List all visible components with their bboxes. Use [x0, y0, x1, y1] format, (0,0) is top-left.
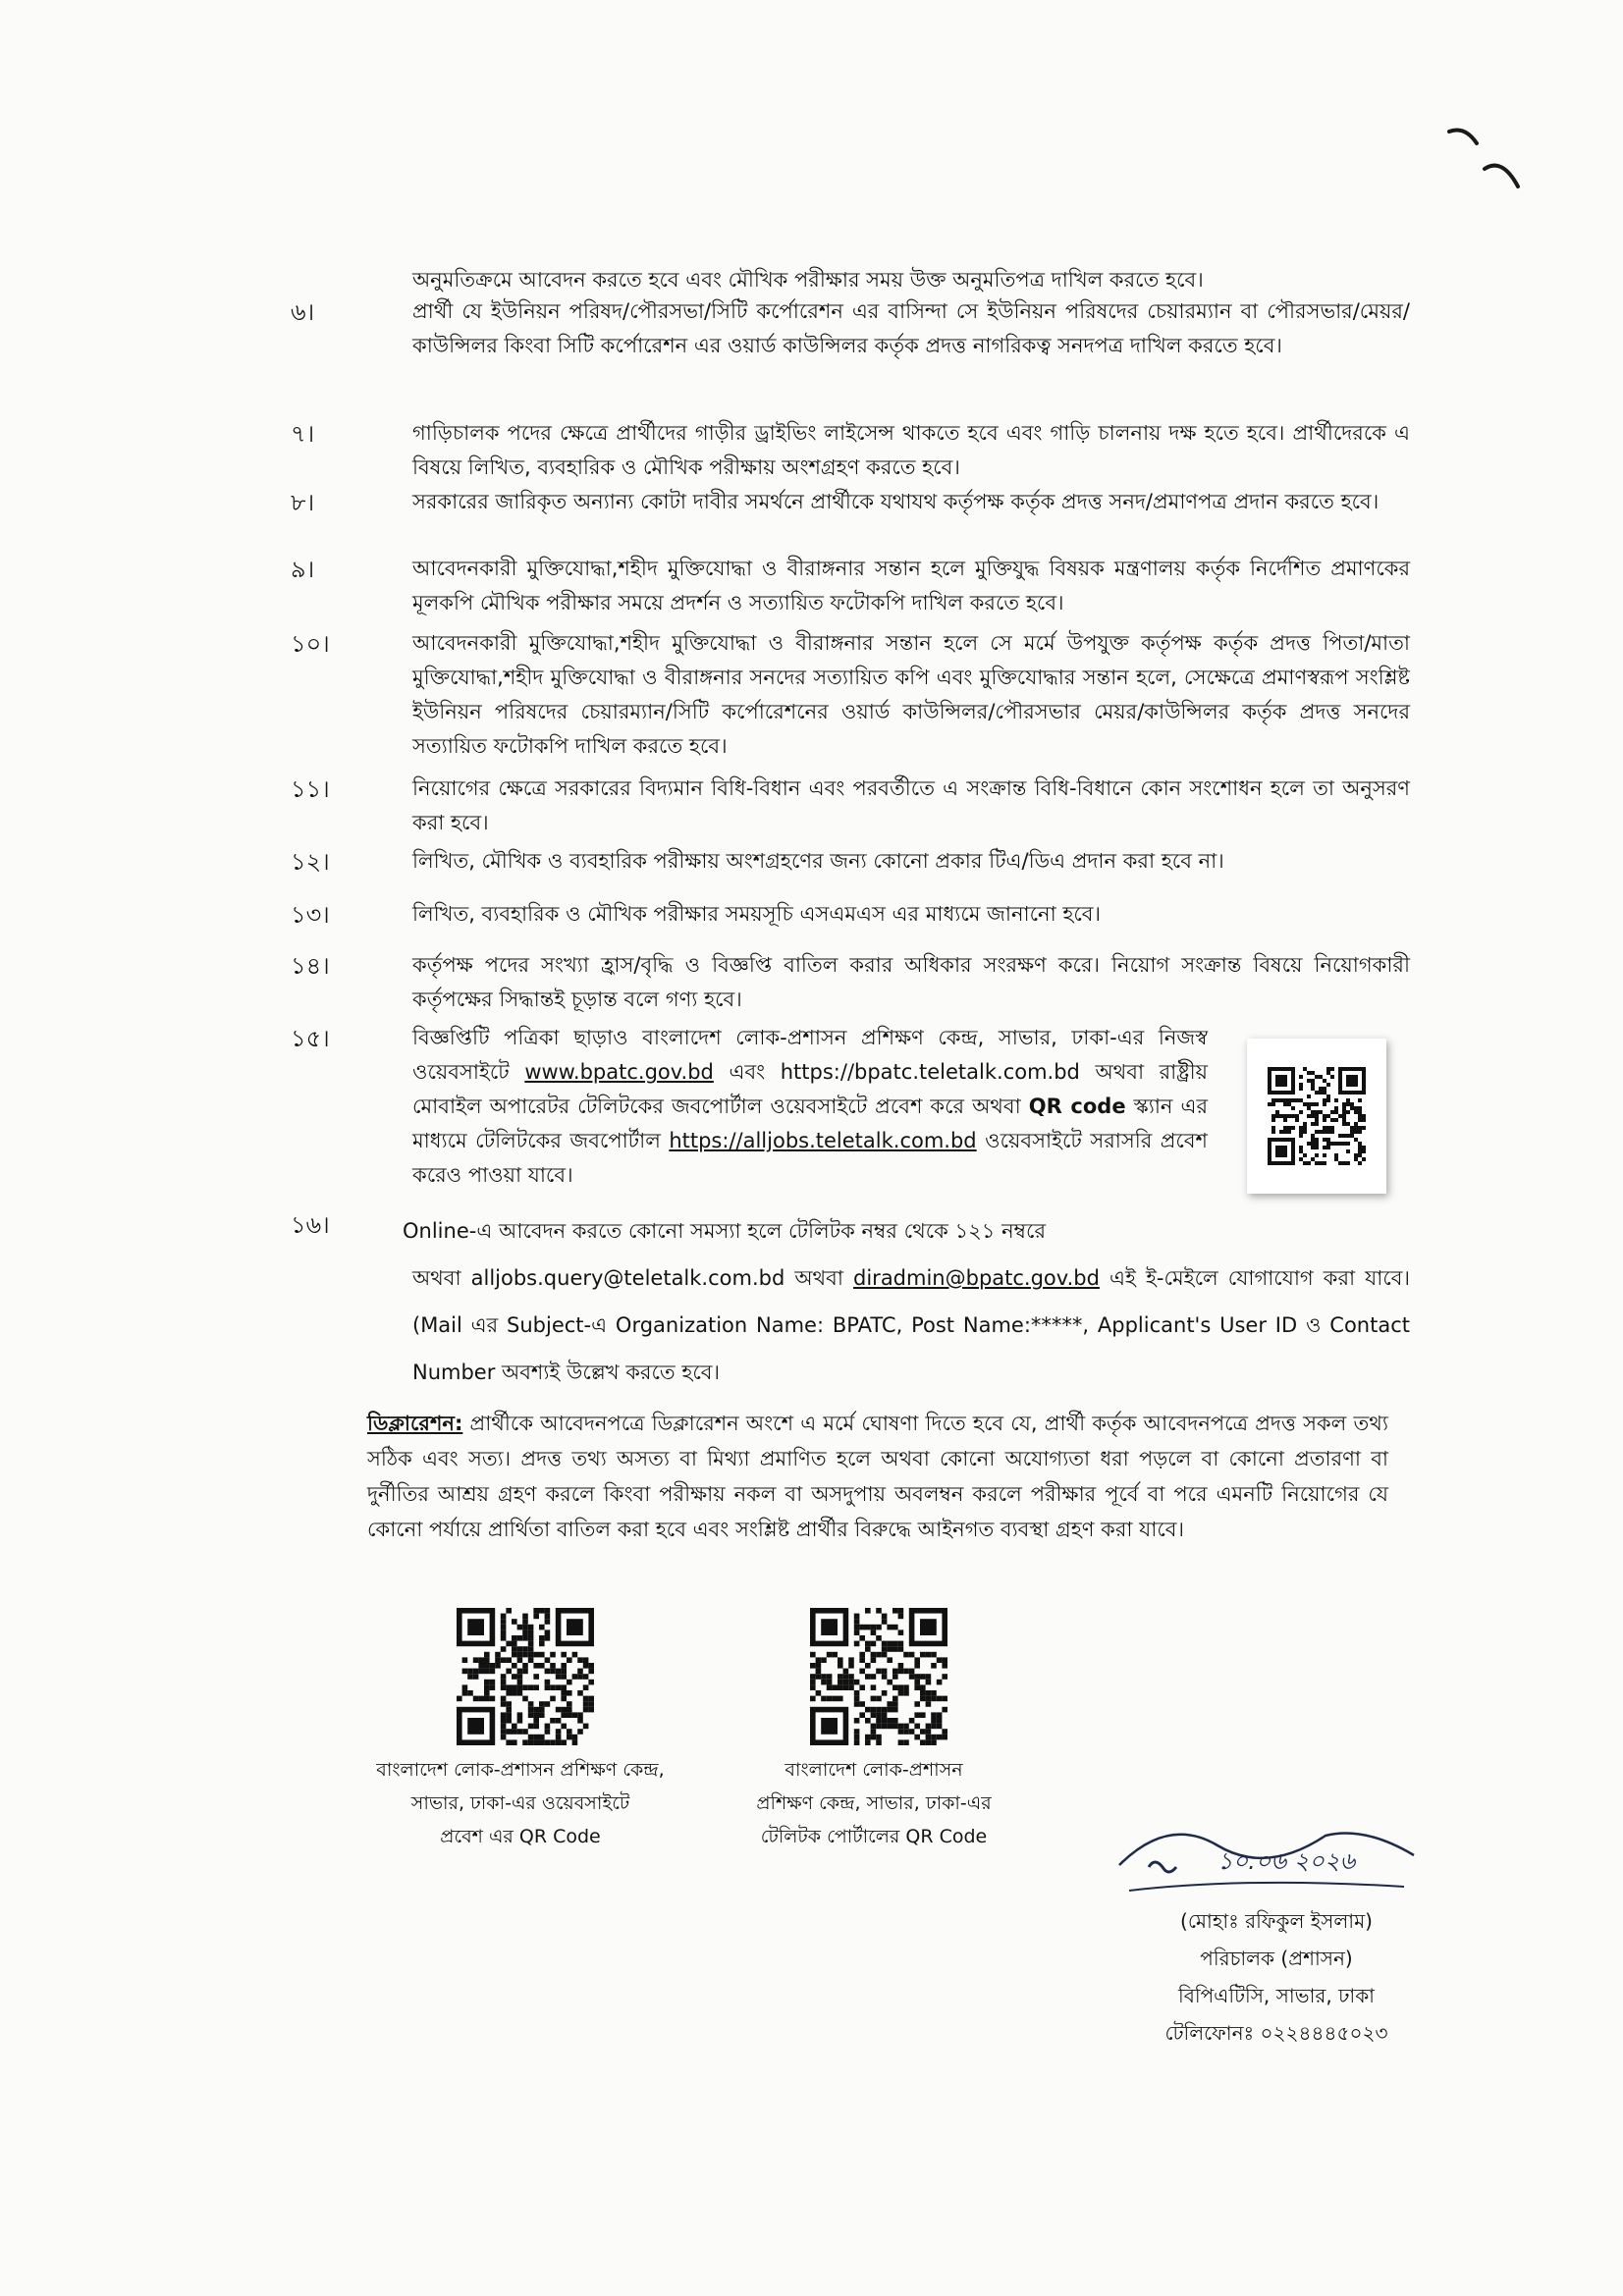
- item-text: লিখিত, ব্যবহারিক ও মৌখিক পরীক্ষার সময়সূচি এসএমএস এর মাধ্যমে জানানো হবে।: [412, 902, 1101, 926]
- caption-line: টেলিটক পোর্টালের QR Code: [760, 1826, 988, 1847]
- list-item: [291, 626, 1410, 764]
- signatory-block: [1129, 1902, 1424, 2052]
- item-text-part: স্ক্যান এর মাধ্যমে টেলিটকের জবপোর্টাল: [412, 1095, 1209, 1152]
- signatory-designation: পরিচালক (প্রশাসন): [1200, 1947, 1353, 1970]
- portal-qr-caption: [717, 1753, 1031, 1853]
- signatory-name: (মোহাঃ রফিকুল ইসলাম): [1180, 1909, 1373, 1933]
- handwritten-signature: [1109, 1796, 1424, 1914]
- list-item: [291, 948, 1410, 1017]
- caption-line: প্রবেশ এর QR Code: [440, 1826, 601, 1847]
- list-item: [291, 897, 1410, 932]
- list-item: [291, 416, 1410, 485]
- caption-line: প্রশিক্ষণ কেন্দ্র, সাভার, ঢাকা-এর: [756, 1792, 992, 1814]
- item-number: ৯।: [291, 556, 315, 583]
- item-text-part: বিজ্ঞপ্তিটি পত্রিকা ছাড়াও বাংলাদেশ লোক-প্রশাসন প্রশিক্ষণ কেন্দ্র, সাভার, ঢাকা-এর নিজস্ব ওয়েবসাইটে: [412, 1026, 1208, 1084]
- item-number: ১১।: [291, 775, 330, 803]
- teletalk-portal-link[interactable]: https://bpatc.teletalk.com.bd: [780, 1060, 1080, 1084]
- item-number: ১৪।: [291, 952, 330, 980]
- alljobs-link[interactable]: https://alljobs.teletalk.com.bd: [669, 1129, 977, 1152]
- handwritten-mark-icon: [1443, 118, 1532, 206]
- list-item-website: [291, 1021, 1410, 1193]
- list-item: [291, 485, 1410, 519]
- website-qr-code-icon: [457, 1608, 594, 1745]
- item-text: [412, 1021, 1208, 1193]
- email-link[interactable]: diradmin@bpatc.gov.bd: [853, 1266, 1100, 1290]
- signatory-office: বিপিএটিসি, সাভার, ঢাকা: [1178, 1984, 1375, 2007]
- portal-qr-code-icon: [810, 1608, 947, 1745]
- item-text: আবেদনকারী মুক্তিযোদ্ধা,শহীদ মুক্তিযোদ্ধা ও বীরাঙ্গনার সন্তান হলে মুক্তিযুদ্ধ বিষয়ক মন্ত্রণালয় কর্তৃক নির্দেশিত প্রমাণকের মূলকপি মৌখিক পরীক্ষার সময়ে প্রদর্শন ও সত্যায়িত ফটোকপি দাখিল করতে হবে।: [412, 557, 1410, 614]
- item-text-part: Online-এ আবেদন করতে কোনো সমস্যা হলে টেলিটক নম্বর থেকে ১২১ নম্বরে: [403, 1219, 1046, 1243]
- teletalk-qr-card: [1247, 1039, 1386, 1194]
- declaration-label: ডিক্লারেশন:: [367, 1412, 463, 1435]
- item-number: ১৩।: [291, 901, 330, 929]
- caption-line: বাংলাদেশ লোক-প্রশাসন প্রশিক্ষণ কেন্দ্র,: [376, 1759, 665, 1781]
- item-text: লিখিত, মৌখিক ও ব্যবহারিক পরীক্ষায় অংশগ্রহণের জন্য কোনো প্রকার টিএ/ডিএ প্রদান করা হবে না।: [412, 849, 1224, 873]
- list-item: [291, 772, 1410, 840]
- item-text: নিয়োগের ক্ষেত্রে সরকারের বিদ্যমান বিধি-বিধান এবং পরবর্তীতে এ সংক্রান্ত বিধি-বিধানে কোন সংশোধন হলে তা অনুসরণ করা হবে।: [412, 776, 1410, 834]
- website-link[interactable]: www.bpatc.gov.bd: [524, 1060, 714, 1084]
- list-item: [291, 294, 1410, 363]
- caption-line: বাংলাদেশ লোক-প্রশাসন: [784, 1759, 963, 1781]
- declaration-text: প্রার্থীকে আবেদনপত্রে ডিক্লারেশন অংশে এ মর্মে ঘোষণা দিতে হবে যে, প্রার্থী কর্তৃক আবেদনপত্রে প্রদত্ত সকল তথ্য সঠিক এবং সত্য। প্রদত্ত তথ্য অসত্য বা মিথ্যা প্রমাণিত হলে অথবা কোনো অযোগ্যতা ধরা পড়লে বা কোনো প্রতারণা বা দুর্নীতির আশ্রয় গ্রহণ করলে কিংবা পরীক্ষায় নকল বা অসদুপায় অবলম্বন করলে পরীক্ষার পূর্বে বা পরে এমনটি নিয়োগের যে কোনো পর্যায়ে প্রার্থিতা বাতিল করা হবে এবং সংশ্লিষ্ট প্রার্থীর বিরুদ্ধে আইনগত ব্যবস্থা গ্রহণ করা যাবে।: [367, 1412, 1388, 1541]
- continuation-line: অনুমতিক্রমে আবেদন করতে হবে এবং মৌখিক পরীক্ষার সময় উক্ত অনুমতিপত্র দাখিল করতে হবে।: [412, 268, 1204, 292]
- qr-code-icon: [1268, 1067, 1366, 1165]
- item-text: প্রার্থী যে ইউনিয়ন পরিষদ/পৌরসভা/সিটি কর্পোরেশন এর বাসিন্দা সে ইউনিয়ন পরিষদের চেয়ারম্যান বা পৌরসভার/মেয়র/কাউন্সিলর কিংবা সিটি কর্পোরেশন এর ওয়ার্ড কাউন্সিলর কর্তৃক প্রদত্ত নাগরিকত্ব সনদপত্র দাখিল করতে হবে।: [412, 299, 1410, 357]
- caption-line: সাভার, ঢাকা-এর ওয়েবসাইটে: [410, 1792, 630, 1814]
- item-text-part: অথবা alljobs.query@teletalk.com.bd অথবা: [412, 1266, 843, 1290]
- item-text: কর্তৃপক্ষ পদের সংখ্যা হ্রাস/বৃদ্ধি ও বিজ্ঞপ্তি বাতিল করার অধিকার সংরক্ষণ করে। নিয়োগ সংক্রান্ত বিষয়ে নিয়োগকারী কর্তৃপক্ষের সিদ্ধান্তই চূড়ান্ত বলে গণ্য হবে।: [412, 953, 1410, 1011]
- list-item: [291, 844, 1410, 879]
- item-number: ৭।: [291, 420, 315, 448]
- item-text-part: অথবা রাষ্ট্রীয় মোবাইল অপারেটর টেলিটকের জবপোর্টাল ওয়েবসাইটে প্রবেশ করে অথবা: [412, 1060, 1208, 1118]
- list-item-support: [291, 1207, 1410, 1396]
- item-text-part: এই ই-মেইলে যোগাযোগ করা যাবে। (Mail এর Subject-এ Organization Name: BPATC, Post Name:*****, Applicant's User ID ও Contact Number অবশ্যই উল্লেখ করতে হবে।: [412, 1266, 1410, 1384]
- list-item: [291, 552, 1410, 620]
- item-text: সরকারের জারিকৃত অন্যান্য কোটা দাবীর সমর্থনে প্রার্থীকে যথাযথ কর্তৃপক্ষ কর্তৃক প্রদত্ত সনদ/প্রমাণপত্র প্রদান করতে হবে।: [412, 490, 1380, 513]
- item-number: ৮।: [291, 489, 315, 516]
- item-text: আবেদনকারী মুক্তিযোদ্ধা,শহীদ মুক্তিযোদ্ধা ও বীরাঙ্গনার সন্তান হলে সে মর্মে উপযুক্ত কর্তৃপক্ষ কর্তৃক প্রদত্ত পিতা/মাতা মুক্তিযোদ্ধা,শহীদ মুক্তিযোদ্ধা ও বীরাঙ্গনার সনদের সত্যায়িত কপি এবং মুক্তিযোদ্ধার সন্তান হলে, সেক্ষেত্রে প্রমাণস্বরূপ সংশ্লিষ্ট ইউনিয়ন পরিষদের চেয়ারম্যান/সিটি কর্পোরেশনের ওয়ার্ড কাউন্সিলর/পৌরসভার মেয়র/কাউন্সিলর কর্তৃক প্রদত্ত সনদের সত্যায়িত ফটোকপি দাখিল করতে হবে।: [412, 631, 1410, 758]
- item-text: [403, 1207, 1410, 1396]
- item-number: ১৬।: [291, 1211, 330, 1239]
- website-qr-caption: [324, 1753, 717, 1853]
- item-text-part: এবং: [729, 1060, 766, 1084]
- item-number: ১২।: [291, 848, 330, 876]
- qr-code-label: QR code: [1028, 1095, 1126, 1118]
- item-number: ১৫।: [291, 1025, 330, 1052]
- item-number: ৬।: [291, 298, 315, 326]
- handwritten-date: ১০.০৬ ২০২৬: [1217, 1847, 1356, 1875]
- item-text: গাড়িচালক পদের ক্ষেত্রে প্রার্থীদের গাড়ীর ড্রাইভিং লাইসেন্স থাকতে হবে এবং গাড়ি চালনায় দক্ষ হতে হবে। প্রার্থীদেরকে এ বিষয়ে লিখিত, ব্যবহারিক ও মৌখিক পরীক্ষায় অংশগ্রহণ করতে হবে।: [412, 421, 1410, 479]
- declaration-paragraph: [367, 1406, 1388, 1547]
- item-number: ১০।: [291, 630, 330, 658]
- signatory-phone: টেলিফোনঃ ০২২৪৪৪৫০২৩: [1164, 2021, 1388, 2045]
- item-text-part: ওয়েবসাইটে সরাসরি প্রবেশ করেও পাওয়া যাবে।: [412, 1129, 1208, 1187]
